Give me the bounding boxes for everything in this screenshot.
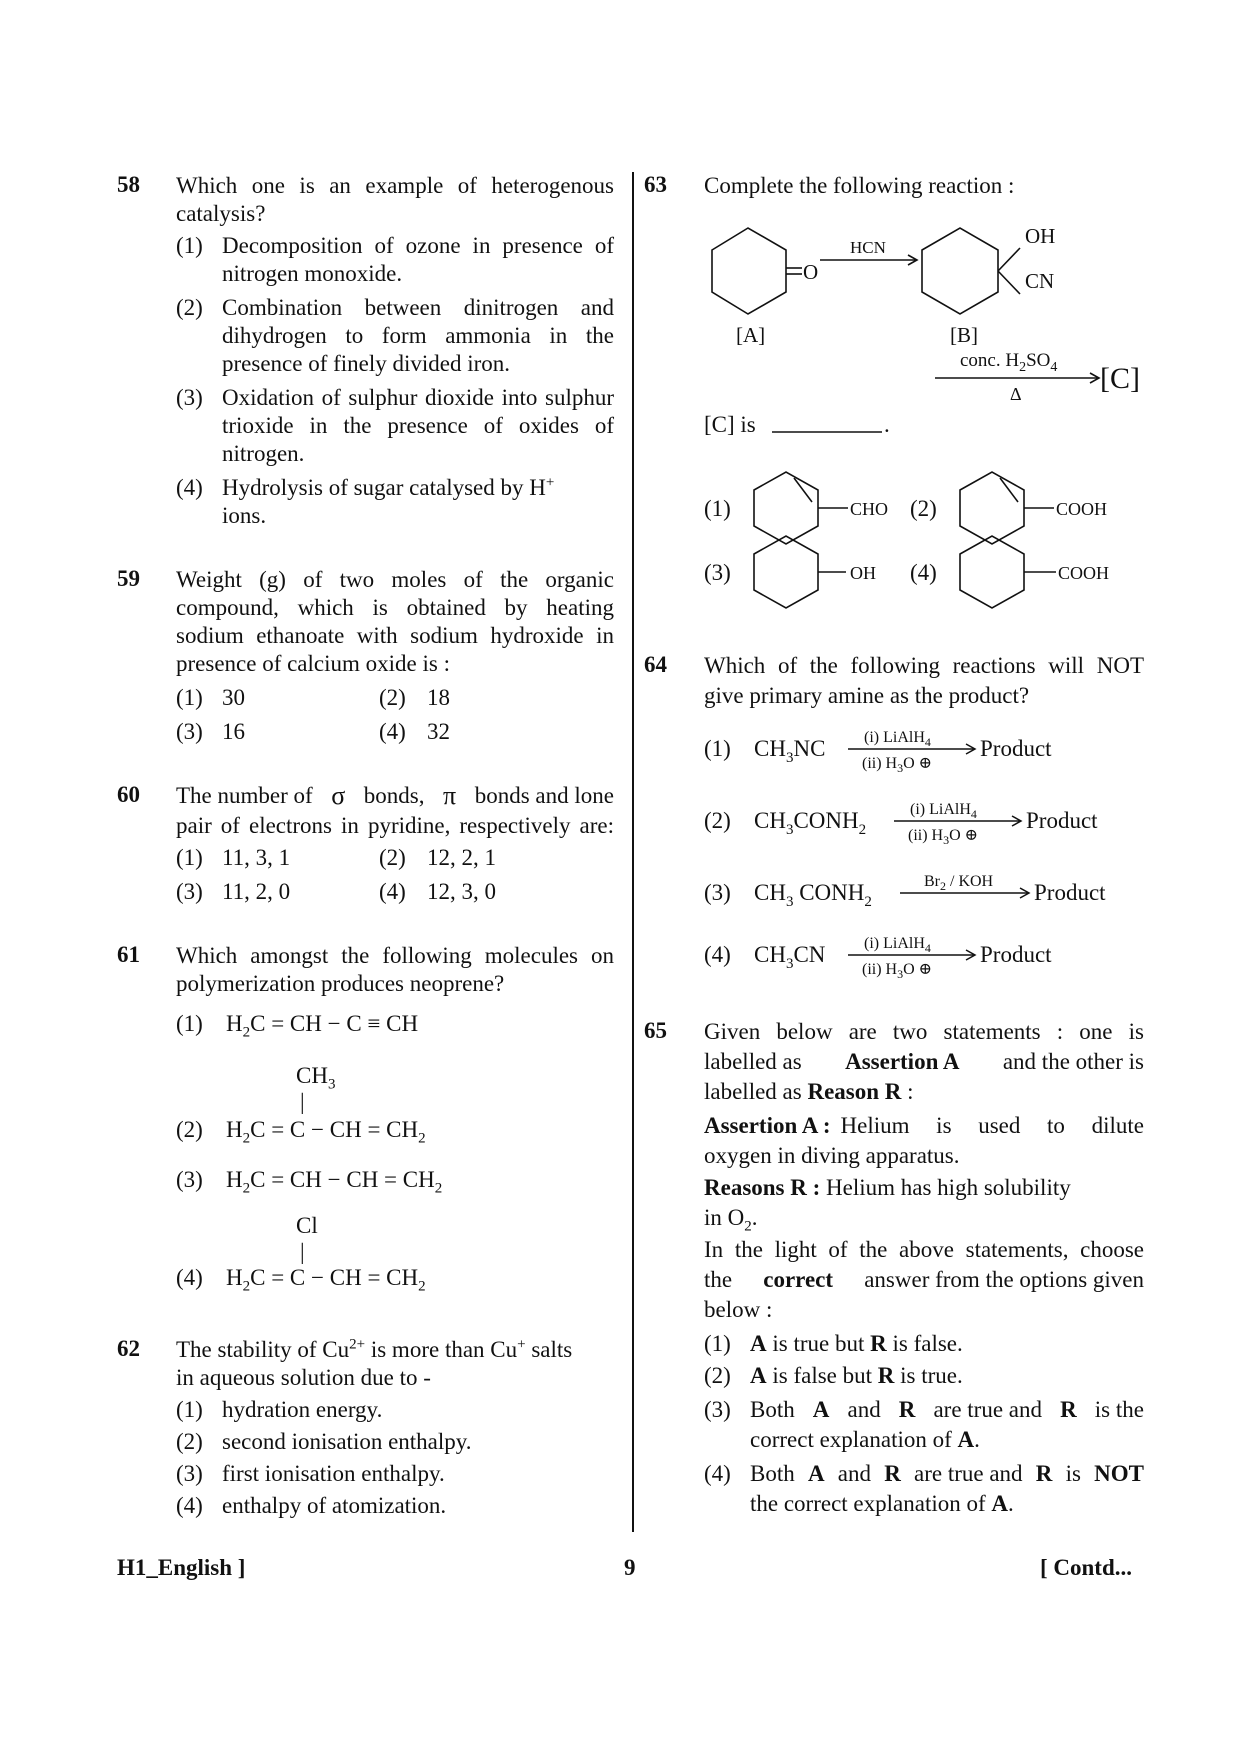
instruction-text: below :	[704, 1297, 773, 1322]
question-stem: in aqueous solution due to -	[176, 1365, 431, 1390]
reagent-label: HCN	[850, 238, 886, 257]
option-number: (2)	[176, 1429, 203, 1454]
question-stem: Which one is an example of heterogenous	[176, 173, 614, 198]
ring-option-2	[960, 472, 1024, 544]
reagent-bottom: (ii) $H_3O$ ⊕	[908, 827, 979, 847]
option-text: nitrogen monoxide.	[222, 261, 403, 286]
footer-continued: [ Contd...	[1040, 1555, 1133, 1580]
question-number: 65	[644, 1018, 667, 1043]
option-text: correct explanation of A.	[750, 1427, 980, 1452]
question-stem: sodium ethanoate with sodium hydroxide in	[176, 623, 614, 648]
question-number: 61	[117, 942, 140, 967]
bond-line: |	[300, 1239, 305, 1264]
question-stem: give primary amine as the product?	[704, 683, 1030, 708]
option-number: (2)	[379, 845, 406, 870]
question-number: 63	[644, 172, 667, 197]
svg-text:.: .	[884, 412, 890, 437]
group-label: OH	[850, 563, 876, 583]
oxygen-label: O	[803, 260, 819, 284]
reason-statement: in $O_2$.	[704, 1205, 758, 1235]
option-number: (2)	[704, 808, 731, 833]
heat-symbol: Δ	[1010, 384, 1022, 404]
instruction-text: In the light of the above statements, choose	[704, 1237, 1144, 1262]
option-number: (1)	[176, 845, 203, 870]
option-formula: $H_2C$ = CH − CH = $CH_2$	[226, 1167, 443, 1197]
option-number: (4)	[176, 1265, 203, 1290]
option-text: the correct explanation of A.	[750, 1491, 1014, 1516]
compound-label: [C]	[1100, 362, 1140, 395]
reactant: $CH_3NC$	[754, 736, 826, 766]
ring-option-4	[960, 536, 1024, 608]
option-text: 32	[427, 719, 450, 744]
option-number: (4)	[379, 879, 406, 904]
option-number: (2)	[379, 685, 406, 710]
option-text: A is false but R is true.	[750, 1363, 963, 1388]
option-number: (1)	[704, 736, 731, 761]
option-text: Both A and R are true and R is NOT	[750, 1461, 1144, 1486]
reagent-top: (i) LiAlH$_4$	[864, 935, 931, 955]
option-text: second ionisation enthalpy.	[222, 1429, 472, 1454]
option-number: (2)	[176, 295, 203, 320]
option-text: Both A and R are true and R is the	[750, 1397, 1144, 1422]
substituent-label: $CH_3$	[296, 1063, 336, 1093]
option-text: Hydrolysis of sugar catalysed by H+	[222, 474, 555, 500]
cyclohexane-ring-b	[922, 228, 998, 314]
option-number: (4)	[176, 475, 203, 500]
product: Product	[1034, 880, 1106, 905]
option-number: (3)	[176, 879, 203, 904]
ring-option-3	[754, 536, 818, 608]
ring-option-1	[754, 472, 818, 544]
substituent-label: Cl	[296, 1213, 318, 1238]
option-number: (1)	[176, 685, 203, 710]
option-text: 18	[427, 685, 450, 710]
group-label: COOH	[1056, 499, 1108, 519]
option-text: A is true but R is false.	[750, 1331, 963, 1356]
option-formula: $H_2C = C$ − CH = $CH_2$	[226, 1117, 426, 1147]
question-stem: The stability of $Cu^{2+}$ is more than Cu+ salts	[176, 1336, 573, 1362]
option-number: (3)	[176, 385, 203, 410]
reagent-label: conc. $H_2SO_4$	[960, 350, 1058, 375]
option-text: hydration energy.	[222, 1397, 383, 1422]
option-number: (1)	[704, 496, 731, 521]
option-formula: $H_2C = C$ − CH = $CH_2$	[226, 1265, 426, 1295]
question-stem: labelled as Reason R :	[704, 1079, 914, 1104]
option-number: (3)	[176, 1461, 203, 1486]
assertion-statement: Assertion A : Helium is used to dilute	[704, 1113, 1144, 1138]
question-number: 59	[117, 566, 140, 591]
option-text: Decomposition of ozone in presence of	[222, 233, 614, 258]
question-stem: Which of the following reactions will NOT	[704, 653, 1144, 678]
reaction-options	[700, 716, 1160, 986]
question-stem: Complete the following reaction :	[704, 173, 1015, 198]
product: Product	[1026, 808, 1098, 833]
option-text: 16	[222, 719, 245, 744]
question-number: 64	[644, 652, 667, 677]
question-number: 62	[117, 1336, 140, 1361]
option-text: dihydrogen to form ammonia in the	[222, 323, 614, 348]
option-number: (3)	[176, 719, 203, 744]
reactant: $CH_3CN$	[754, 942, 826, 972]
option-text: enthalpy of atomization.	[222, 1493, 447, 1518]
reagent-top: (i) LiAlH$_4$	[910, 801, 977, 821]
option-text: 12, 3, 0	[427, 879, 496, 904]
option-number: (4)	[379, 719, 406, 744]
compound-label: [B]	[950, 323, 978, 347]
product: Product	[980, 736, 1052, 761]
question-stem: Given below are two statements : one is	[704, 1019, 1144, 1044]
option-text: 11, 3, 1	[222, 845, 291, 870]
reaction-scheme	[690, 210, 1160, 610]
option-number: (1)	[704, 1331, 731, 1356]
reactant: $CH_3CONH_2$	[754, 808, 867, 838]
question-stem: catalysis?	[176, 201, 266, 226]
question-stem: labelled as Assertion A and the other is	[704, 1049, 1144, 1074]
group-label: OH	[1025, 224, 1056, 248]
group-label: COOH	[1058, 563, 1110, 583]
option-number: (2)	[704, 1363, 731, 1388]
option-number: (1)	[176, 1011, 203, 1036]
reagent-top: (i) LiAlH$_4$	[864, 729, 931, 749]
option-number: (4)	[704, 942, 731, 967]
option-text: nitrogen.	[222, 441, 305, 466]
option-text: first ionisation enthalpy.	[222, 1461, 445, 1486]
product: Product	[980, 942, 1052, 967]
option-text: 30	[222, 685, 245, 710]
option-number: (2)	[910, 496, 937, 521]
question-number: 60	[117, 782, 140, 807]
option-number: (4)	[704, 1461, 731, 1486]
option-number: (2)	[176, 1117, 203, 1142]
question-stem: Weight (g) of two moles of the organic	[176, 567, 614, 592]
option-text: 11, 2, 0	[222, 879, 291, 904]
question-stem: polymerization produces neoprene?	[176, 971, 505, 996]
option-number: (1)	[176, 1397, 203, 1422]
option-text: trioxide in the presence of oxides of	[222, 413, 614, 438]
cyclohexane-ring-a	[712, 228, 786, 314]
option-text: presence of finely divided iron.	[222, 351, 511, 376]
reagent-top: $Br_2$ / KOH	[924, 873, 994, 893]
option-text: 12, 2, 1	[427, 845, 496, 870]
assertion-statement: oxygen in diving apparatus.	[704, 1143, 960, 1168]
footer-paper-code: H1_English ]	[117, 1555, 246, 1580]
option-text: ions.	[222, 503, 267, 528]
reactant: $CH_3$ $CONH_2$	[754, 880, 872, 910]
compound-label: [A]	[736, 323, 766, 347]
group-label: CHO	[850, 499, 889, 519]
option-number: (3)	[704, 560, 731, 585]
question-stem: presence of calcium oxide is :	[176, 651, 450, 676]
option-text: Oxidation of sulphur dioxide into sulphur	[222, 385, 614, 410]
question-stem: The number of σ bonds, π bonds and lone	[176, 781, 614, 810]
option-number: (1)	[176, 233, 203, 258]
option-formula: $H_2C$ = CH − C ≡ CH	[226, 1011, 419, 1041]
question-stem: Which amongst the following molecules on	[176, 943, 614, 968]
reagent-bottom: (ii) $H_3O$ ⊕	[862, 755, 933, 775]
bond-line: |	[300, 1089, 305, 1114]
option-number: (4)	[176, 1493, 203, 1518]
group-label: CN	[1025, 269, 1055, 293]
option-text: Combination between dinitrogen and	[222, 295, 614, 320]
option-number: (3)	[704, 1397, 731, 1422]
reason-statement: Reasons R : Helium has high solubility	[704, 1175, 1071, 1200]
option-number: (3)	[704, 880, 731, 905]
reagent-bottom: (ii) $H_3O$ ⊕	[862, 961, 933, 981]
option-number: (3)	[176, 1167, 203, 1192]
page-number: 9	[624, 1555, 636, 1580]
option-number: (4)	[910, 560, 937, 585]
question-stem: compound, which is obtained by heating	[176, 595, 614, 620]
column-divider	[632, 172, 634, 1532]
question-stem: pair of electrons in pyridine, respectively are:	[176, 813, 614, 838]
question-prompt: [C] is	[704, 412, 756, 437]
instruction-text: the correct answer from the options given	[704, 1267, 1144, 1292]
question-number: 58	[117, 172, 140, 197]
